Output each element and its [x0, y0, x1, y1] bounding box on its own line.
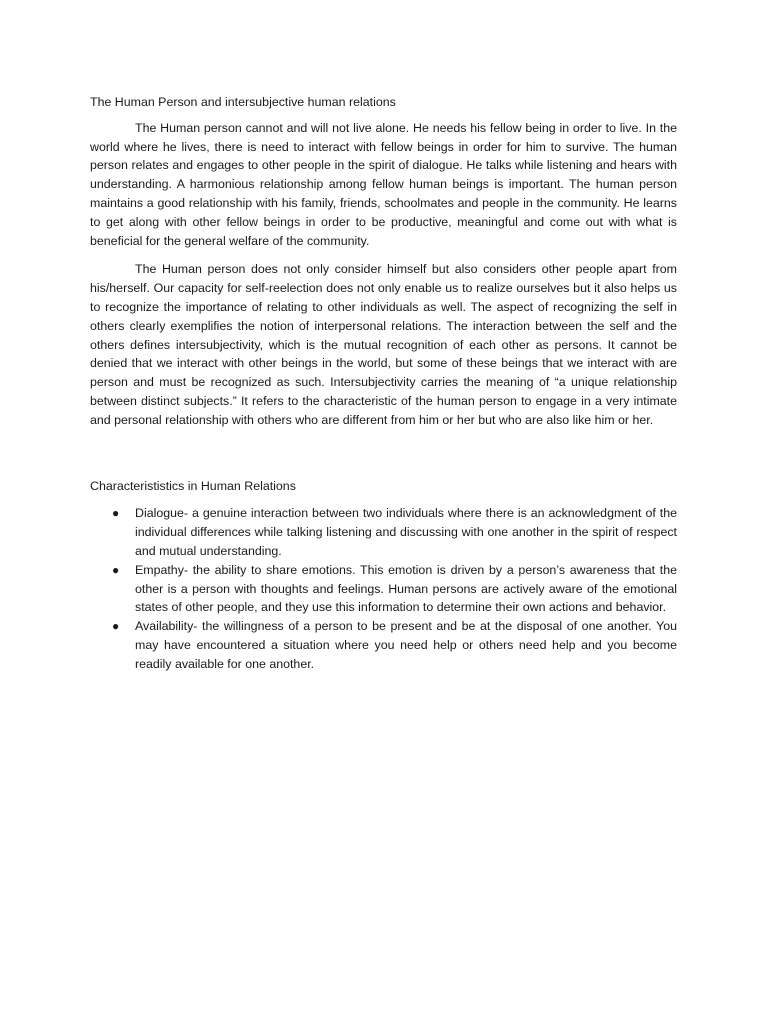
bullet-icon: ●	[112, 619, 120, 634]
paragraph-2: The Human person does not only consider himself but also considers other people apart from his/herself. Our capacity for self-reelection does not only enable us to realize ourselves but it also helps us to recognize the importance of relating to other individuals as well. The aspect of recognizing the self in others clearly exemplifies the notion of interpersonal relations. The interaction between the self and the others defines intersubjectivity, which is the mutual recognition of each other as persons. It cannot be denied that we interact with other beings in the world, but some of these beings that we interact with are person and must be recognized as such. Intersubjectivity carries the meaning of “a unique relationship between distinct subjects.” It refers to the characteristic of the human person to engage in a very intimate and personal relationship with others who are different from him or her but who are also like him or her.	[90, 262, 677, 427]
characteristics-list	[90, 504, 677, 673]
document-title: The Human Person and intersubjective human relations	[90, 95, 396, 109]
list-item-empathy	[90, 561, 677, 617]
list-item-availability	[90, 617, 677, 673]
list-item-dialogue	[90, 504, 677, 560]
bullet-icon: ●	[112, 562, 120, 577]
paragraph-1: The Human person cannot and will not live alone. He needs his fellow being in order to live. In the world where he lives, there is need to interact with fellow beings in order for him to survive. The human person relates and engages to other people in the spirit of dialogue. He talks while listening and hears with understanding. A harmonious relationship among fellow human beings is important. The human person maintains a good relationship with his family, friends, schoolmates and people in the community. He learns to get along with other fellow beings in order to be productive, meaningful and come out with what is beneficial for the general welfare of the community.	[90, 120, 677, 248]
spacer	[90, 440, 677, 477]
bullet-icon: ●	[112, 506, 120, 521]
list-item-text: Availability- the willingness of a person to be present and be at the disposal of one another. You may have encountered a situation where you need help or others need help and you become readily available for one another.	[135, 619, 677, 671]
document-page	[90, 93, 677, 674]
section-title: Characterististics in Human Relations	[90, 478, 296, 493]
list-item-text: Dialogue- a genuine interaction between two individuals where there is an acknowledgment of the individual differences while talking listening and discussing with one another in the spirit of respect and mutual understanding.	[135, 506, 677, 558]
list-item-text: Empathy- the ability to share emotions. This emotion is driven by a person’s awareness that the other is a person with thoughts and feelings. Human persons are actively aware of the emotional states of other people, and they use this information to determine their own actions and behavior.	[135, 562, 677, 615]
